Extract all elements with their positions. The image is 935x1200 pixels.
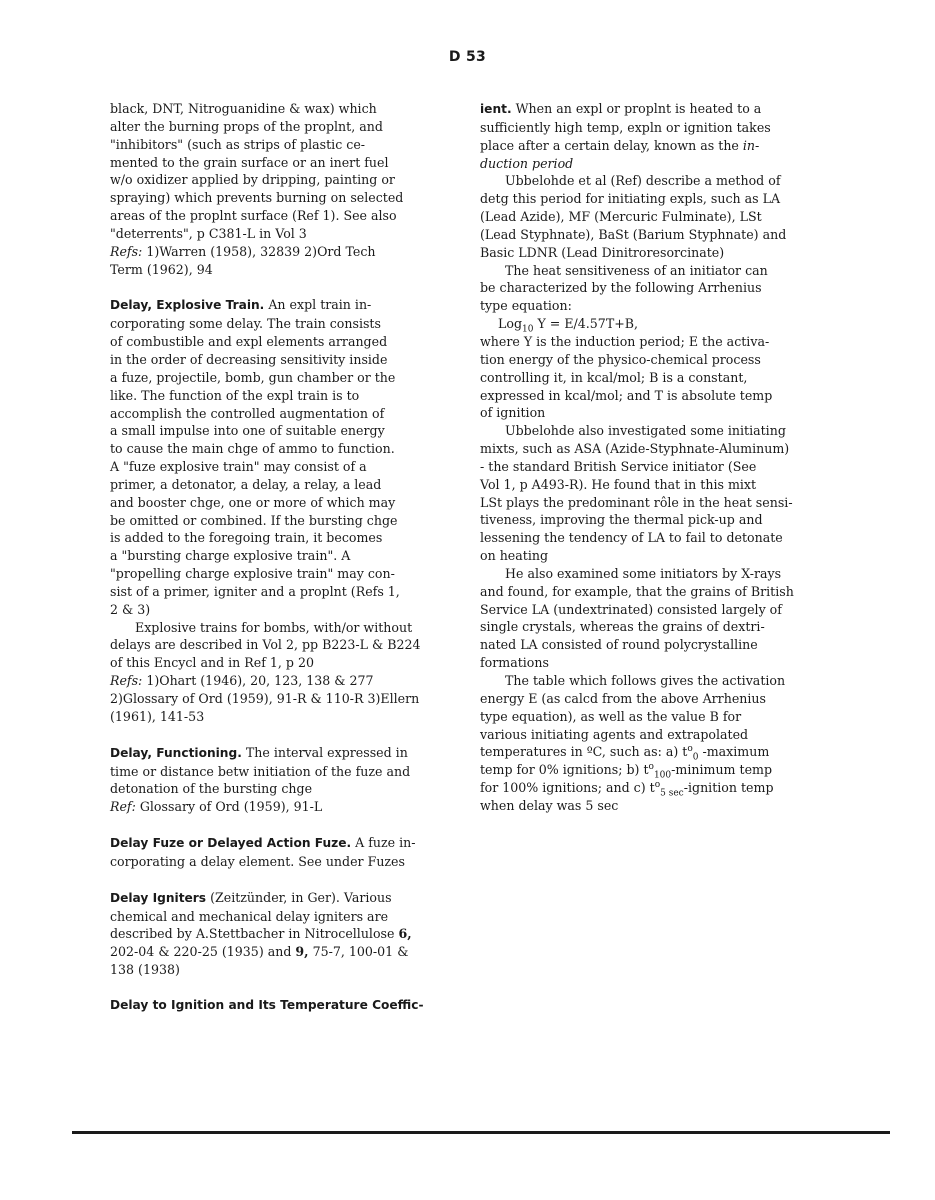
equation — [480, 315, 806, 333]
text-line: delays are described in Vol 2, pp B223-L & B224 — [110, 637, 421, 653]
text-line: be omitted or combined. If the bursting chge — [110, 512, 398, 528]
refs-label: Refs: — [110, 243, 143, 259]
references — [110, 798, 426, 816]
subscript: 100 — [653, 770, 672, 781]
italic-term: in- — [742, 137, 760, 153]
text-line: on heating — [480, 548, 549, 564]
text-line: of this Encycl and in Ref 1, p 20 — [110, 655, 315, 671]
text-fragment: temp for 0% ignitions; b) t — [480, 762, 649, 778]
text-line: w/o oxidizer applied by dripping, painting or — [110, 172, 395, 188]
text-line — [110, 925, 426, 943]
text-line: be characterized by the following Arrhenius — [480, 280, 762, 296]
text-line — [480, 137, 806, 155]
text-line: sufficiently high temp, expln or ignition takes — [480, 119, 771, 135]
text-line — [480, 743, 806, 761]
equation-subscript: 10 — [522, 324, 534, 335]
text-line: A "fuze explosive train" may consist of a — [110, 459, 367, 475]
entry-delay-igniters — [110, 889, 426, 908]
text-line — [480, 761, 806, 779]
entry-heading: Delay, Explosive Train. — [110, 298, 265, 313]
text-line: tiveness, improving the thermal pick-up and — [480, 512, 763, 528]
text-line: Explosive trains for bombs, with/or without — [135, 619, 413, 635]
text-line: black, DNT, Nitroguanidine & wax) which — [110, 101, 377, 116]
entry-heading: Delay Igniters — [110, 890, 207, 905]
text-fragment: 75-7, 100-01 & — [308, 944, 409, 960]
text-fragment: for 100% ignitions; and c) t — [480, 780, 655, 796]
text-line: He also examined some initiators by X-rays — [505, 565, 782, 581]
refs-text: 1)Warren (1958), 32839 2)Ord Tech — [142, 243, 376, 259]
superscript: o — [648, 762, 654, 773]
text-line: spraying) which prevents burning on selected — [110, 190, 404, 206]
text-line: (Lead Styphnate), BaSt (Barium Styphnate) and — [480, 226, 787, 242]
text-line: a "bursting charge explosive train". A — [110, 548, 351, 564]
text-line: Ubbelohde et al (Ref) describe a method of — [505, 173, 781, 189]
text-fragment: place after a certain delay, known as the — [480, 137, 743, 153]
text-line: and booster chge, one or more of which may — [110, 494, 396, 510]
text-line: Term (1962), 94 — [110, 261, 213, 277]
text-fragment: described by A.Stettbacher in Nitrocellulose — [110, 926, 399, 942]
refs-text: Glossary of Ord (1959), 91-L — [135, 799, 323, 815]
superscript: o — [654, 779, 661, 790]
text-line: "deterrents", p C381-L in Vol 3 — [110, 225, 307, 241]
text-line: detonation of the bursting chge — [110, 781, 313, 797]
text-line: nated LA consisted of round polycrystalline — [480, 637, 758, 653]
page-bottom-rule — [72, 1131, 890, 1134]
text-line: a fuze, projectile, bomb, gun chamber or the — [110, 369, 396, 385]
text-fragment: -ignition temp — [683, 780, 774, 796]
refs-label: Refs: — [110, 673, 143, 689]
subscript: 0 — [692, 752, 699, 763]
text-line: mented to the grain surface or an inert fuel — [110, 154, 389, 170]
text-line: type equation), as well as the value B for — [480, 708, 742, 724]
entry-delay-explosive-train — [110, 296, 426, 315]
text-line: of combustible and expl elements arranged — [110, 334, 388, 350]
text-line: "propelling charge explosive train" may con- — [110, 566, 395, 582]
text-line: controlling it, in kcal/mol; B is a constant, — [480, 369, 748, 385]
text-line: LSt plays the predominant rôle in the heat sensi- — [480, 494, 793, 510]
text-line: formations — [480, 655, 549, 671]
text-line: Basic LDNR (Lead Dinitroresorcinate) — [480, 244, 725, 260]
entry-heading: Delay, Functioning. — [110, 745, 242, 760]
text-line: single crystals, whereas the grains of dextri- — [480, 619, 765, 635]
text-fragment: -minimum temp — [671, 762, 773, 778]
text-line: mixts, such as ASA (Azide-Styphnate-Aluminum) — [480, 441, 790, 457]
references — [110, 243, 426, 261]
italic-term: duction period — [480, 155, 574, 171]
text-line: (Lead Azide), MF (Mercuric Fulminate), LSt — [480, 209, 762, 225]
text-line: primer, a detonator, a delay, a relay, a lead — [110, 476, 382, 492]
text-line: An expl train in- — [264, 297, 372, 313]
text-line: various initiating agents and extrapolated — [480, 726, 749, 742]
equation-part: Log — [498, 316, 523, 332]
text-line: corporating some delay. The train consists — [110, 316, 381, 332]
text-line: 2)Glossary of Ord (1959), 91-R & 110-R 3)Ellern — [110, 691, 420, 706]
text-fragment: 202-04 & 220-25 (1935) and — [110, 944, 296, 960]
text-line: when delay was 5 sec — [480, 797, 619, 813]
refs-label: Ref: — [110, 799, 136, 815]
text-line: accomplish the controlled augmentation of — [110, 405, 385, 421]
text-line: tion energy of the physico-chemical process — [480, 351, 761, 367]
text-line: where Y is the induction period; E the activa- — [480, 333, 770, 349]
equation-part: Y = E/4.57T+B, — [533, 316, 639, 332]
entry-heading: Delay to Ignition and Its Temperature Coeffic- — [110, 997, 424, 1012]
entry-heading: Delay Fuze or Delayed Action Fuze. — [110, 836, 352, 851]
text-line: The table which follows gives the activation — [505, 673, 786, 688]
text-line: to cause the main chge of ammo to function. — [110, 441, 395, 457]
text-fragment: -maximum — [698, 744, 770, 760]
refs-text: 1)Ohart (1946), 20, 123, 138 & 277 — [142, 673, 374, 689]
text-fragment: temperatures in ºC, such as: a) t — [480, 744, 688, 760]
text-line: expressed in kcal/mol; and T is absolute temp — [480, 387, 773, 403]
text-line: time or distance betw initiation of the fuze and — [110, 763, 411, 779]
text-fragment: When an expl or proplnt is heated to a — [511, 101, 762, 116]
text-line: sist of a primer, igniter and a proplnt (Refs 1, — [110, 583, 400, 599]
text-line: (1961), 141-53 — [110, 708, 205, 724]
text-line: chemical and mechanical delay igniters are — [110, 908, 389, 924]
right-column — [480, 100, 806, 815]
text-line: The heat sensitiveness of an initiator can — [505, 262, 768, 278]
left-column — [110, 100, 426, 1015]
text-line: of ignition — [480, 405, 546, 421]
text-line: (Zeitzünder, in Ger). Various — [206, 889, 392, 905]
text-line: 2 & 3) — [110, 601, 151, 617]
text-line: A fuze in- — [351, 835, 416, 851]
text-line: detg this period for initiating expls, such as LA — [480, 191, 781, 207]
entry-delay-functioning — [110, 744, 426, 763]
text-line: lessening the tendency of LA to fail to detonate — [480, 530, 783, 546]
text-line: corporating a delay element. See under Fuzes — [110, 853, 405, 869]
text-line — [480, 779, 806, 797]
volume-number: 9, — [295, 944, 309, 960]
subscript: 5 sec — [660, 788, 684, 799]
text-line: in the order of decreasing sensitivity inside — [110, 351, 388, 367]
text-line: "inhibitors" (such as strips of plastic ce- — [110, 136, 366, 152]
text-line: a small impulse into one of suitable energy — [110, 423, 385, 439]
volume-number: 6, — [398, 926, 412, 942]
page-number: D 53 — [448, 49, 487, 65]
superscript: o — [687, 744, 693, 755]
references — [110, 672, 426, 690]
entry-delay-fuze — [110, 834, 426, 853]
text-line: and found, for example, that the grains of British — [480, 583, 794, 599]
text-line: alter the burning props of the proplnt, and — [110, 118, 383, 134]
text-line: like. The function of the expl train is to — [110, 387, 360, 403]
text-line: energy E (as calcd from the above Arrhenius — [480, 690, 766, 706]
text-line: The interval expressed in — [241, 744, 408, 760]
text-line — [110, 943, 426, 961]
text-line: Ubbelohde also investigated some initiating — [505, 423, 786, 439]
text-line: Vol 1, p A493-R). He found that in this mixt — [480, 476, 757, 492]
entry-heading-continued: ient. — [480, 102, 512, 116]
text-line: type equation: — [480, 298, 572, 314]
text-line — [480, 100, 806, 119]
text-line: 138 (1938) — [110, 962, 180, 978]
text-line: Service LA (undextrinated) consisted largely of — [480, 601, 782, 617]
text-line: is added to the foregoing train, it becomes — [110, 530, 383, 546]
text-line: - the standard British Service initiator (See — [480, 458, 757, 474]
text-line: areas of the proplnt surface (Ref 1). See also — [110, 208, 397, 224]
